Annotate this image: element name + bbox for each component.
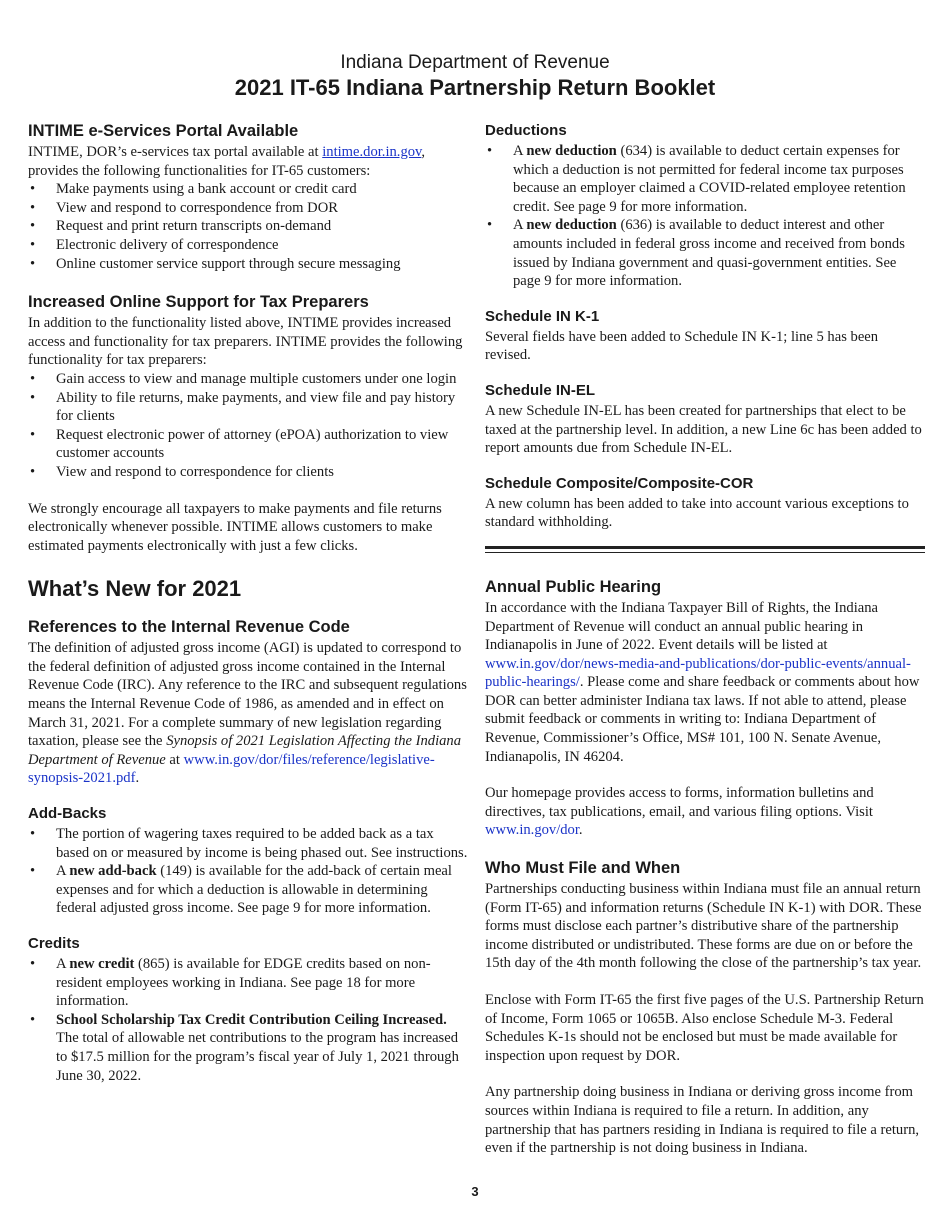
item-bold: new deduction <box>526 217 617 234</box>
who-must-file-p3: Any partnership doing business in Indiana or deriving gross income from sources within Indiana is required to file a return. In addition, any partnership that has partners residing in Indiana is required to file a return, even if the partnership is not doing business in Indiana. <box>485 1084 920 1157</box>
item-bold: new credit <box>69 956 135 972</box>
irc-text-at: at <box>165 751 184 768</box>
preparers-section <box>28 292 468 555</box>
list-item: • The portion of wagering taxes required to be added back as a tax based on or measured by income is being phased out. See instructions. <box>28 825 468 862</box>
irc-heading: References to the Internal Revenue Code <box>28 618 350 637</box>
credits-list <box>28 955 468 1085</box>
encourage-paragraph: We strongly encourage all taxpayers to make payments and file returns electronically whenever possible. INTIME allows customers to make estimated payments electronically with just a few clicks. <box>28 500 442 554</box>
homepage-end: . <box>578 822 583 839</box>
preparers-list <box>28 370 468 482</box>
intime-section <box>28 121 468 273</box>
hearing-text-end: . Please come and share feedback or comments about how DOR can better administer Indiana tax laws. If not able to attend, please submit feedback or comments in writing to: Indiana Department of Revenue, Commissioner’s Office, MS# 101, 100 N. Senate Avenue, Indianapolis, IN 46204. <box>485 674 920 765</box>
intime-intro-text-end: , provides the following functionalities for IT-65 customers: <box>28 144 426 179</box>
hearing-section <box>485 577 925 840</box>
list-item <box>28 1011 468 1085</box>
synopsis-title: Synopsis of 2021 Legislation Affecting the Indiana Department of Revenue <box>28 733 462 768</box>
k1-paragraph: Several fields have been added to Schedule IN K-1; line 5 has been revised. <box>485 328 879 364</box>
composite-heading: Schedule Composite/Composite-COR <box>485 474 754 492</box>
intime-intro-text: INTIME, DOR’s e-services tax portal available at <box>28 144 323 160</box>
item-bold: new deduction <box>526 143 617 159</box>
irc-text: The definition of adjusted gross income (AGI) is updated to correspond to the federal definition of adjusted gross income contained in the Internal Revenue Code (IRC). Any reference to the IRC and subsequent regulations means the Internal Revenue Code of 1986, as amended and in effect on March 31, 2021. For a complete summary of new legislation regarding taxation, please see the <box>28 640 467 750</box>
item-text: A <box>56 863 70 880</box>
list-item: • Request and print return transcripts on-demand <box>28 217 468 236</box>
deductions-list <box>485 142 925 291</box>
right-column <box>485 121 925 1158</box>
booklet-title: 2021 IT-65 Indiana Partnership Return Booklet <box>234 75 716 100</box>
list-item: • Request electronic power of attorney (ePOA) authorization to view customer accounts <box>28 426 468 463</box>
list-item <box>485 216 925 290</box>
who-must-file-p2: Enclose with Form IT-65 the first five pages of the U.S. Partnership Return of Income, Form 1065 or 1065B. Also enclose Schedule M-3. Federal Schedules K-1s should not be enclosed but must be made available for inspection upon request by DOR. <box>485 992 924 1064</box>
irc-paragraph <box>28 639 468 788</box>
item-bold: School Scholarship Tax Credit Contribution Ceiling Increased. <box>56 1011 447 1028</box>
deductions-section <box>485 121 925 291</box>
item-bold: new add-back <box>69 863 157 880</box>
item-text: (636) is available to deduct interest and other amounts included in federal gross income and received from bonds issued by Indiana government and quasi-government entities. See page 9 for more information. <box>513 217 905 290</box>
page-number: 3 <box>471 1184 479 1199</box>
intime-list <box>28 180 468 273</box>
composite-section <box>485 474 925 532</box>
who-must-file-section <box>485 858 925 1158</box>
credits-heading: Credits <box>28 935 80 952</box>
inel-heading: Schedule IN-EL <box>485 381 596 399</box>
item-text: (634) is available to deduct certain expenses for which a deduction is not permitted for federal income tax purposes because an employer claimed a COVID-related employee retention credit. See page 9 for more information. <box>513 143 906 215</box>
homepage-text: Our homepage provides access to forms, information bulletins and directives, tax publications, email, and various filing options. Visit <box>485 785 874 820</box>
composite-paragraph: A new column has been added to take into account various exceptions to standard withholding. <box>485 495 909 531</box>
addbacks-section <box>28 804 468 918</box>
hearing-text: In accordance with the Indiana Taxpayer Bill of Rights, the Indiana Department of Revenue will conduct an annual public hearing in Indianapolis in June of 2022. Event details will be listed at <box>485 599 879 654</box>
list-item: • Electronic delivery of correspondence <box>28 236 468 255</box>
agency-name: Indiana Department of Revenue <box>340 52 610 73</box>
deductions-heading: Deductions <box>485 122 567 139</box>
intime-heading: INTIME e-Services Portal Available <box>28 122 299 140</box>
hearing-link[interactable]: www.in.gov/dor/news-media-and-publications/dor-public-events/annual-public-hearings/ <box>485 655 911 691</box>
addbacks-list <box>28 825 468 918</box>
item-text: A <box>513 217 527 234</box>
synopsis-link[interactable]: www.in.gov/dor/files/reference/legislative-synopsis-2021.pdf <box>28 751 435 787</box>
intime-intro <box>28 143 468 180</box>
irc-end: . <box>135 770 140 787</box>
list-item: • View and respond to correspondence for clients <box>28 463 468 482</box>
list-item: • Online customer service support through secure messaging <box>28 255 468 274</box>
whats-new-heading: What’s New for 2021 <box>28 576 242 602</box>
list-item <box>28 862 468 918</box>
list-item: • Make payments using a bank account or credit card <box>28 180 468 199</box>
list-item <box>485 142 925 216</box>
credits-section <box>28 934 468 1085</box>
k1-heading: Schedule IN K-1 <box>485 307 600 325</box>
intime-link[interactable]: intime.dor.in.gov <box>322 144 422 160</box>
item-text: (865) is available for EDGE credits based on non-resident employees working in Indiana. See page 18 for more information. <box>56 956 431 1010</box>
inel-section <box>485 381 925 458</box>
preparers-intro: In addition to the functionality listed above, INTIME provides increased access and functionality for tax preparers. INTIME provides the following functionality for tax preparers: <box>28 315 463 369</box>
irc-section <box>28 617 468 788</box>
item-text: A <box>513 143 527 159</box>
who-must-file-heading: Who Must File and When <box>485 859 681 878</box>
item-text: (149) is available for the add-back of certain meal expenses and for which a deduction is allowable in determining federal adjusted gross income. See page 9 for more information. <box>56 863 452 917</box>
homepage-paragraph <box>485 784 925 840</box>
preparers-heading: Increased Online Support for Tax Preparers <box>28 293 369 312</box>
item-text: The total of allowable net contributions to the program has increased to $17.5 million for the program’s fiscal year of July 1, 2021 through June 30, 2022. <box>56 1030 459 1084</box>
list-item <box>28 955 468 1011</box>
k1-section <box>485 307 925 365</box>
list-item: • Ability to file returns, make payments, and view file and pay history for clients <box>28 389 468 426</box>
item-text: A <box>56 956 70 972</box>
list-item: • Gain access to view and manage multiple customers under one login <box>28 370 468 389</box>
hearing-heading: Annual Public Hearing <box>485 577 662 596</box>
inel-paragraph: A new Schedule IN-EL has been created for partnerships that elect to be taxed at the partnership level. In addition, a new Line 6c has been added to report amounts due from Schedule IN-EL. <box>485 402 922 457</box>
addbacks-heading: Add-Backs <box>28 805 107 823</box>
hearing-paragraph <box>485 599 925 766</box>
list-item: • View and respond to correspondence from DOR <box>28 199 468 218</box>
who-must-file-p1: Partnerships conducting business within Indiana must file an annual return (Form IT-65) and information returns (Schedule IN K-1) with DOR. These forms must disclose each partner’s distributive share of the partnership income distributed or undistributed. These forms are due on or before the 15th day of the 4th month following the close of the partnership’s tax year. <box>485 881 922 972</box>
left-column <box>28 121 468 1085</box>
homepage-link[interactable]: www.in.gov/dor <box>485 822 579 839</box>
section-divider <box>485 546 925 553</box>
